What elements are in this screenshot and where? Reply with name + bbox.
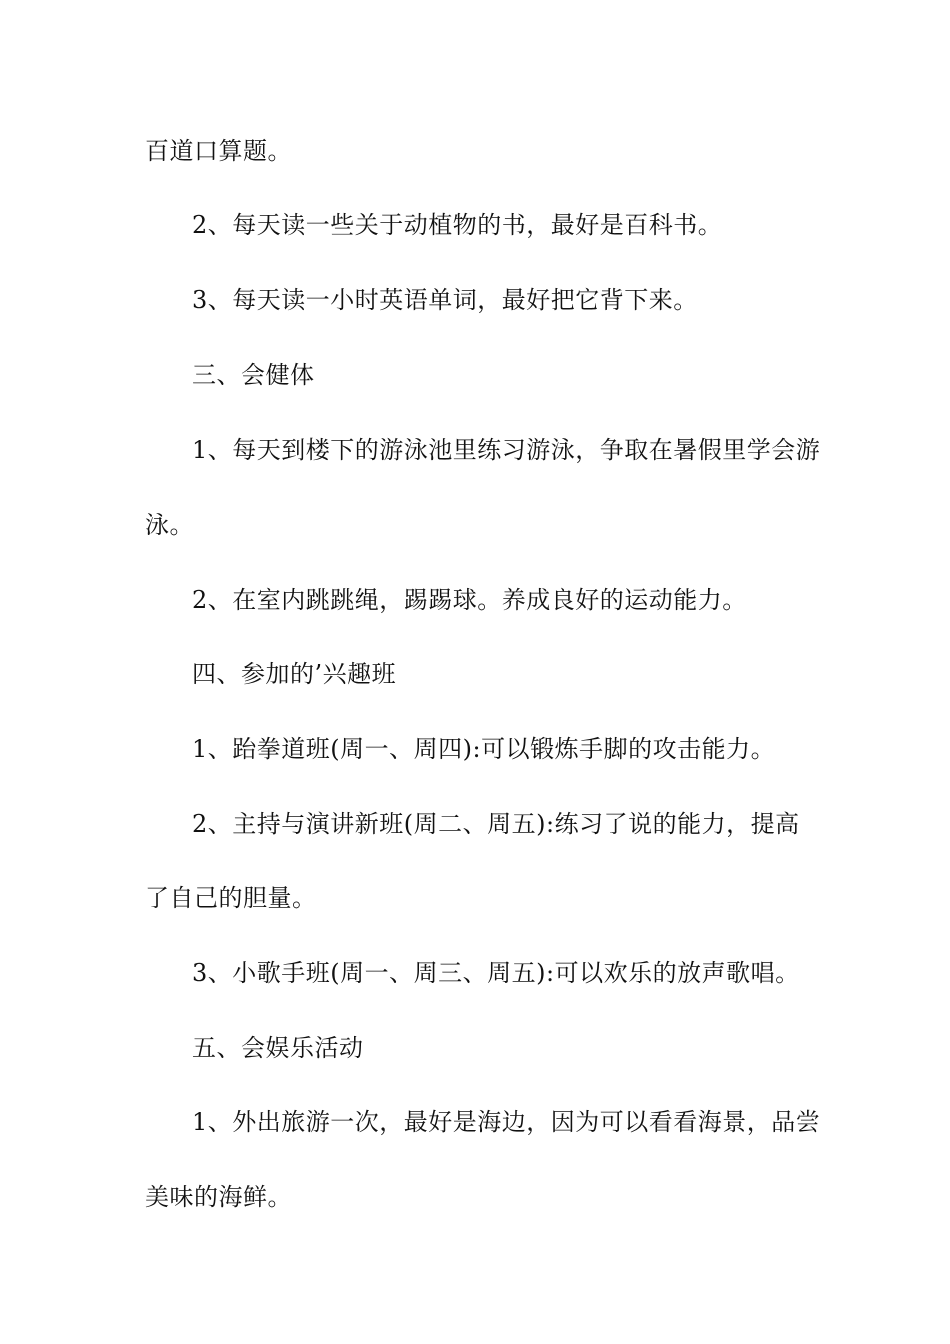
list-item-jump-rope: 2、在室内跳跳绳，踢踢球。养成良好的运动能力。 <box>192 586 747 614</box>
list-item-travel: 1、外出旅游一次，最好是海边，因为可以看看海景，品尝 <box>192 1108 821 1136</box>
text-line-continuation: 泳。 <box>145 511 194 539</box>
list-item-read-encyclopedia: 2、每天读一些关于动植物的书，最好是百科书。 <box>192 211 723 239</box>
list-item-taekwondo: 1、跆拳道班(周一、周四):可以锻炼手脚的攻击能力。 <box>192 735 776 763</box>
section-heading-entertainment: 五、会娱乐活动 <box>192 1034 364 1062</box>
list-item-english-words: 3、每天读一小时英语单词，最好把它背下来。 <box>192 286 698 314</box>
text-line-continuation: 美味的海鲜。 <box>145 1183 292 1211</box>
section-heading-fitness: 三、会健体 <box>192 361 315 389</box>
section-heading-interest-classes: 四、参加的’兴趣班 <box>192 660 397 688</box>
text-line-continuation: 百道口算题。 <box>145 137 292 165</box>
text-line-continuation: 了自己的胆量。 <box>145 884 317 912</box>
list-item-speech-class: 2、主持与演讲新班(周二、周五):练习了说的能力，提高 <box>192 810 800 838</box>
list-item-singer-class: 3、小歌手班(周一、周三、周五):可以欢乐的放声歌唱。 <box>192 959 800 987</box>
list-item-swimming: 1、每天到楼下的游泳池里练习游泳，争取在暑假里学会游 <box>192 436 821 464</box>
